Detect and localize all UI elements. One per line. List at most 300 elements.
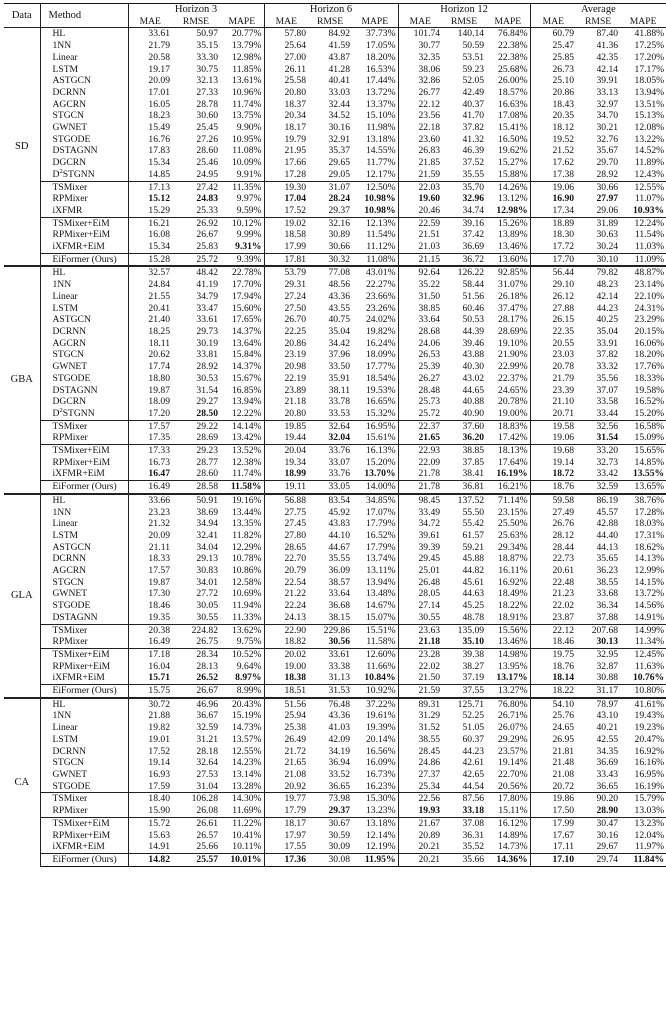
metric-value: 33.44: [596, 407, 619, 419]
metric-value: 18.49%: [498, 588, 528, 600]
metric-value: 31.29: [398, 710, 442, 722]
metric-value: 32.86: [398, 75, 442, 87]
table-row: [4, 781, 666, 793]
metric-value: 13.79%: [231, 40, 262, 52]
metric-value: 19.00%: [498, 407, 528, 419]
metric-value: 11.77%: [366, 157, 396, 169]
metric-value: 30.60: [196, 110, 218, 122]
metric-value: 50.53: [462, 314, 485, 326]
metric-value: 19.11: [264, 481, 308, 494]
metric-value: 16.21: [128, 217, 172, 229]
metric-value: 14.14%: [220, 420, 264, 432]
metric-value: 17.52: [264, 205, 308, 217]
metric-value: 25.64: [264, 40, 308, 52]
metric-value: 32.64: [308, 420, 352, 432]
metric-value: 34.35: [596, 745, 619, 757]
table-row: [4, 746, 666, 758]
metric-value: 18.03%: [634, 518, 665, 530]
table-body: [4, 28, 666, 866]
metric-value: 17.04: [264, 193, 308, 205]
metric-value: 48.87%: [620, 266, 666, 279]
metric-value: 22.54: [264, 577, 308, 589]
metric-value: 13.94%: [365, 576, 396, 588]
method-column-header: Method: [40, 4, 128, 28]
metric-value: 22.10%: [634, 290, 665, 302]
metric-value: 23.63: [398, 624, 442, 636]
metric-value: 125.71: [442, 698, 486, 711]
method-name: TSMixer+EiM: [40, 648, 128, 660]
table-row: [4, 817, 666, 829]
metric-value: 10.52%: [220, 648, 264, 660]
method-name: RPMixer: [40, 432, 128, 444]
metric-value: 42.35: [596, 51, 619, 63]
metric-value: 18.33%: [634, 372, 665, 384]
metric-value: 31.13: [328, 672, 351, 684]
metric-value: 31.07%: [498, 279, 528, 291]
metric-value: 26.15: [530, 314, 576, 326]
metric-value: 20.86: [530, 87, 576, 99]
metric-value: 24.65: [530, 722, 576, 734]
metric-value: 38.55: [398, 734, 442, 746]
metric-value: 19.39%: [365, 722, 396, 734]
metric-value: 15.12: [128, 193, 172, 205]
metric-value: 18.76: [530, 661, 576, 673]
metric-value: 22.02: [530, 600, 576, 612]
method-name: EiFormer (Ours): [40, 481, 128, 494]
metric-value: 18.23: [128, 110, 172, 122]
metric-value: 22.70: [264, 553, 308, 565]
metric-value: 140.14: [442, 28, 486, 40]
metric-value: 15.28: [128, 253, 172, 266]
metric-value: 15.13%: [634, 110, 665, 122]
metric-value: 15.20%: [634, 407, 665, 419]
table-row: [4, 612, 666, 624]
metric-value: 48.56: [328, 279, 351, 291]
metric-value: 11.82%: [232, 529, 262, 541]
metric-value: 11.08%: [352, 253, 398, 266]
metric-value: 19.35: [128, 612, 172, 624]
metric-value: 18.91%: [498, 611, 528, 623]
metric-value: 14.55%: [365, 145, 396, 157]
metric-value: 21.79: [530, 373, 576, 385]
metric-value: 17.17%: [634, 63, 665, 75]
metric-value: 42.09: [328, 733, 351, 745]
metric-value: 11.89%: [634, 157, 665, 169]
metric-value: 21.52: [530, 145, 576, 157]
metric-value: 29.74: [576, 853, 620, 866]
metric-value: 35.37: [328, 145, 351, 157]
metric-value: 42.14: [596, 63, 619, 75]
table-row: [4, 279, 666, 291]
metric-value: 15.71: [128, 672, 172, 684]
table-row: [4, 241, 666, 253]
metric-value: 18.05%: [634, 75, 665, 87]
metric-value: 19.58%: [634, 384, 665, 396]
method-name: DSTAGNN: [40, 385, 128, 397]
metric-value: 27.49: [530, 507, 576, 519]
table-row: [4, 507, 666, 519]
metric-value: 27.45: [264, 518, 308, 530]
metric-value: 36.31: [462, 829, 485, 841]
metric-value: 25.72: [172, 253, 220, 266]
metric-value: 23.60: [398, 134, 442, 146]
metric-value: 44.23: [462, 745, 485, 757]
metric-value: 11.58%: [220, 481, 264, 494]
metric-value: 52.05: [462, 75, 485, 87]
metric-value: 17.74: [128, 361, 172, 373]
metric-value: 40.30: [462, 361, 485, 373]
metric-value: 17.33: [128, 445, 172, 457]
method-name: Linear: [40, 518, 128, 530]
metric-value: 41.70: [462, 110, 485, 122]
metric-value: 12.29%: [231, 541, 262, 553]
metric-header-mae: MAE: [530, 16, 576, 28]
metric-value: 14.82: [128, 853, 172, 866]
metric-value: 34.52: [328, 110, 351, 122]
metric-value: 22.37%: [498, 372, 528, 384]
metric-value: 17.65%: [231, 314, 262, 326]
metric-value: 30.89: [328, 229, 351, 241]
metric-value: 12.45%: [620, 648, 666, 660]
metric-value: 57.80: [264, 28, 308, 40]
metric-value: 13.62%: [220, 624, 264, 636]
metric-value: 45.57: [596, 506, 619, 518]
table-row: [4, 349, 666, 361]
metric-value: 27.53: [196, 769, 218, 780]
metric-value: 14.73%: [498, 841, 528, 853]
metric-value: 19.01: [128, 734, 172, 746]
method-name: DCRNN: [40, 746, 128, 758]
metric-value: 16.92%: [498, 576, 528, 588]
metric-value: 84.92: [308, 28, 352, 40]
table-row: [4, 445, 666, 457]
metric-value: 23.87: [530, 612, 576, 624]
method-name: STGCN: [40, 757, 128, 769]
metric-value: 26.49: [264, 734, 308, 746]
metric-value: 13.18%: [365, 133, 396, 145]
metric-value: 27.42: [172, 181, 220, 193]
metric-value: 18.09%: [365, 349, 396, 361]
metric-value: 33.66: [128, 494, 172, 507]
method-name: TSMixer+EiM: [40, 817, 128, 829]
metric-value: 73.98: [308, 793, 352, 805]
metric-value: 33.42: [596, 468, 619, 480]
metric-value: 21.78: [398, 481, 442, 494]
metric-value: 26.61: [172, 817, 220, 829]
table-row: [4, 661, 666, 673]
metric-value: 92.85%: [486, 266, 530, 279]
metric-header-mae: MAE: [128, 16, 172, 28]
metric-value: 29.22: [172, 420, 220, 432]
metric-value: 25.45: [196, 122, 218, 134]
metric-value: 86.19: [576, 494, 620, 507]
metric-value: 17.08%: [498, 110, 528, 122]
metric-value: 16.23%: [365, 780, 396, 792]
metric-value: 53.51: [462, 51, 485, 63]
metric-value: 13.14%: [231, 769, 262, 780]
metric-value: 35.55: [328, 553, 351, 565]
metric-value: 33.78: [328, 396, 351, 408]
metric-value: 11.74%: [232, 98, 262, 110]
metric-value: 19.87: [128, 385, 172, 397]
metric-value: 38.11: [328, 384, 351, 396]
method-name: 1NN: [40, 279, 128, 291]
method-name: TSMixer+EiM: [40, 445, 128, 457]
metric-value: 19.10%: [498, 337, 528, 349]
metric-value: 30.16: [596, 829, 619, 841]
metric-value: 11.03%: [634, 241, 665, 253]
metric-value: 25.34: [398, 781, 442, 793]
metric-value: 17.31%: [634, 529, 665, 541]
metric-value: 22.03: [398, 181, 442, 193]
metric-value: 17.79: [264, 805, 308, 817]
metric-value: 34.72: [398, 518, 442, 530]
metric-value: 18.80: [128, 373, 172, 385]
metric-value: 26.75: [196, 636, 218, 648]
table-row: [4, 338, 666, 350]
method-name: RPMixer+EiM: [40, 229, 128, 241]
metric-value: 19.60: [398, 193, 442, 205]
metric-value: 17.38: [530, 169, 576, 181]
table-row: [4, 193, 666, 205]
metric-value: 37.88: [596, 611, 619, 623]
metric-value: 11.84%: [620, 853, 666, 866]
metric-value: 33.13: [596, 86, 619, 98]
metric-value: 32.96: [462, 193, 485, 205]
metric-value: 18.83%: [486, 420, 530, 432]
method-name: iXFMR+EiM: [40, 468, 128, 480]
metric-value: 15.41%: [498, 122, 528, 134]
table-row: [4, 565, 666, 577]
metric-value: 32.91: [328, 133, 351, 145]
metric-value: 43.02: [462, 372, 485, 384]
metric-value: 19.85: [264, 420, 308, 432]
metric-value: 9.31%: [235, 241, 262, 253]
metric-value: 17.20%: [634, 51, 665, 63]
metric-value: 11.69%: [232, 805, 262, 817]
metric-value: 26.12: [530, 291, 576, 303]
metric-value: 33.61: [196, 314, 218, 326]
metric-value: 18.37: [264, 99, 308, 111]
metric-value: 15.32%: [365, 407, 396, 419]
table-row: [4, 685, 666, 698]
metric-value: 13.72%: [365, 86, 396, 98]
metric-value: 42.88: [596, 518, 619, 530]
metric-value: 32.95: [576, 648, 620, 660]
metric-value: 32.73: [596, 456, 619, 468]
metric-value: 14.98%: [486, 648, 530, 660]
metric-value: 25.76: [530, 710, 576, 722]
metric-value: 32.44: [328, 98, 351, 110]
metric-value: 25.38: [264, 722, 308, 734]
method-name: STGODE: [40, 600, 128, 612]
metric-value: 42.55: [596, 733, 619, 745]
metric-value: 24.06: [398, 338, 442, 350]
metric-value: 55.50: [462, 506, 485, 518]
method-name: STGCN: [40, 349, 128, 361]
metric-value: 44.67: [328, 541, 351, 553]
metric-value: 23.03: [530, 349, 576, 361]
metric-value: 18.46: [128, 600, 172, 612]
metric-value: 15.90: [128, 805, 172, 817]
metric-value: 11.09%: [620, 253, 666, 266]
metric-value: 28.69: [196, 432, 218, 444]
metric-value: 14.37%: [231, 325, 262, 337]
method-name: TSMixer: [40, 181, 128, 193]
metric-value: 27.24: [264, 291, 308, 303]
metric-value: 31.54: [596, 432, 619, 444]
method-name: STGODE: [40, 373, 128, 385]
metric-value: 21.18: [398, 636, 442, 648]
metric-value: 12.98%: [231, 51, 262, 63]
metric-value: 17.57: [128, 565, 172, 577]
metric-value: 22.56: [398, 793, 442, 805]
metric-value: 59.21: [462, 541, 485, 553]
metric-value: 14.26%: [486, 181, 530, 193]
metric-value: 38.55: [596, 576, 619, 588]
metric-value: 16.16%: [634, 757, 665, 769]
metric-value: 10.11%: [232, 841, 262, 853]
metric-header-mape: MAPE: [352, 16, 398, 28]
metric-value: 54.10: [530, 698, 576, 711]
metric-value: 13.95%: [498, 660, 528, 672]
table-row: [4, 266, 666, 279]
metric-value: 42.65: [462, 769, 485, 780]
method-name: 1NN: [40, 710, 128, 722]
metric-value: 90.20: [576, 793, 620, 805]
metric-value: 15.56%: [486, 624, 530, 636]
metric-value: 11.08%: [232, 145, 262, 157]
metric-value: 8.99%: [220, 685, 264, 698]
metric-value: 30.16: [328, 122, 351, 134]
metric-value: 10.78%: [231, 553, 262, 565]
metric-value: 16.63%: [498, 98, 528, 110]
metric-header-mae: MAE: [398, 16, 442, 28]
metric-value: 21.95: [264, 145, 308, 157]
metric-value: 32.59: [576, 481, 620, 494]
metric-value: 22.18: [398, 122, 442, 134]
table-row: [4, 314, 666, 326]
table-row: [4, 588, 666, 600]
metric-value: 56.44: [530, 266, 576, 279]
metric-value: 56.88: [264, 494, 308, 507]
metric-value: 13.60%: [486, 253, 530, 266]
horizon-12-header: Horizon 12: [398, 4, 530, 16]
metric-value: 35.52: [462, 841, 485, 853]
metric-value: 28.60: [196, 145, 218, 157]
metric-value: 28.24: [328, 193, 351, 205]
metric-header-mape: MAPE: [486, 16, 530, 28]
metric-value: 10.92%: [352, 685, 398, 698]
metric-value: 19.52: [530, 134, 576, 146]
table-row: [4, 530, 666, 542]
metric-value: 20.92: [264, 781, 308, 793]
method-name: iXFMR: [40, 205, 128, 217]
metric-value: 39.46: [462, 337, 485, 349]
metric-value: 15.29: [128, 205, 172, 217]
metric-value: 12.99%: [634, 565, 665, 577]
table-row: [4, 145, 666, 157]
method-name: GWNET: [40, 361, 128, 373]
metric-value: 42.61: [462, 757, 485, 769]
metric-value: 28.13: [196, 660, 218, 672]
metric-value: 38.85: [398, 303, 442, 315]
metric-value: 25.72: [398, 408, 442, 420]
metric-value: 17.70%: [231, 279, 262, 291]
metric-value: 26.53: [398, 349, 442, 361]
metric-value: 27.80: [264, 530, 308, 542]
metric-value: 23.66%: [365, 290, 396, 302]
metric-value: 19.34: [264, 457, 308, 469]
metric-value: 36.68: [328, 600, 351, 612]
metric-value: 20.89: [398, 830, 442, 842]
metric-value: 17.05%: [365, 40, 396, 52]
metric-value: 17.57: [128, 420, 172, 432]
metric-value: 10.95%: [231, 133, 262, 145]
metric-value: 26.95: [530, 734, 576, 746]
metric-value: 9.75%: [236, 636, 262, 648]
metric-value: 13.52%: [220, 445, 264, 457]
metric-value: 25.66: [196, 841, 218, 853]
metric-value: 33.68: [596, 588, 619, 600]
metric-value: 36.20: [462, 432, 485, 444]
metric-value: 17.72: [530, 241, 576, 253]
metric-value: 25.47: [530, 40, 576, 52]
metric-value: 9.99%: [236, 229, 262, 241]
metric-value: 22.38%: [498, 40, 528, 52]
metric-value: 16.05: [128, 99, 172, 111]
metric-value: 26.73: [530, 64, 576, 76]
metric-value: 34.79: [196, 290, 218, 302]
metric-value: 24.95: [196, 168, 218, 180]
metric-value: 14.56%: [634, 600, 665, 612]
metric-value: 43.87: [328, 51, 351, 63]
metric-value: 16.19%: [496, 468, 528, 480]
metric-value: 26.11: [264, 64, 308, 76]
metric-value: 15.63: [128, 830, 172, 842]
metric-value: 29.70: [596, 157, 619, 169]
metric-value: 36.23: [596, 565, 619, 577]
metric-value: 22.19: [264, 373, 308, 385]
dataset-label: GLA: [4, 494, 40, 698]
table-row: [4, 122, 666, 134]
metric-value: 27.37: [398, 769, 442, 781]
metric-value: 30.56: [328, 636, 351, 648]
metric-value: 11.22%: [220, 817, 264, 829]
metric-value: 22.09: [398, 457, 442, 469]
metric-value: 18.33: [128, 553, 172, 565]
metric-value: 24.86: [398, 757, 442, 769]
metric-value: 32.97: [596, 98, 619, 110]
metric-value: 34.74: [462, 204, 485, 216]
metric-value: 12.55%: [231, 745, 262, 757]
metric-value: 43.01%: [352, 266, 398, 279]
metric-value: 37.08: [442, 817, 486, 829]
metric-value: 37.07: [596, 384, 619, 396]
metric-value: 21.08: [264, 769, 308, 781]
metric-value: 15.79%: [620, 793, 666, 805]
metric-value: 87.56: [442, 793, 486, 805]
metric-value: 18.13%: [486, 445, 530, 457]
method-name: DGCRN: [40, 396, 128, 408]
metric-value: 26.67: [172, 685, 220, 698]
metric-value: 12.13%: [352, 217, 398, 229]
metric-value: 16.52%: [365, 529, 396, 541]
metric-value: 20.34: [264, 110, 308, 122]
metric-value: 44.39: [462, 325, 485, 337]
metric-value: 27.14: [398, 600, 442, 612]
metric-value: 30.32: [308, 253, 352, 266]
